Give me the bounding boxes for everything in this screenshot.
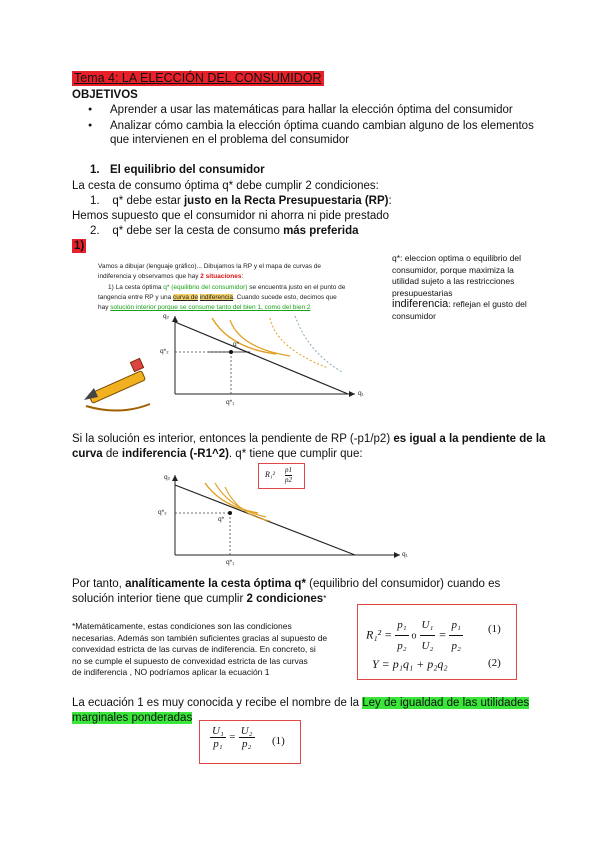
fig1-line1: Vamos a dibujar (lenguaje gráfico)... Dibujamos la RP y el mapa de curvas de [98, 263, 322, 270]
fig2-q2-star: q*₂ [158, 509, 167, 516]
interior-line-2 [72, 447, 363, 461]
fig1-arrow [172, 316, 178, 322]
analytic-asterisk: * [323, 594, 327, 603]
fig1-text: 1) La cesta óptima [108, 284, 164, 291]
fraction-num: U₂ [240, 725, 253, 737]
fig1-green: q* (equilibrio del consumidor) [163, 284, 248, 291]
fig2-x-label: q₁ [402, 551, 408, 558]
fig1-text: hay [98, 304, 111, 311]
fig1-text: indiferencia y observamos que hay [98, 273, 201, 280]
eq1-label: (1) [488, 623, 501, 635]
fig1-y-label: q₂ [163, 313, 170, 320]
final-fraction [210, 725, 226, 750]
eq1-fraction [395, 615, 408, 656]
fig1-text: tangencia entre RP y una [98, 294, 174, 301]
analytic-text: (equilibrio del consumidor) cuando es [305, 578, 501, 590]
analytic-bold: 2 condiciones [246, 593, 324, 605]
footnote [72, 621, 327, 679]
fig2-box-fraction [285, 466, 292, 485]
footnote-line: *Matemáticamente, estas condiciones son las condiciones [72, 621, 292, 631]
fig1-q2-star: q*₂ [160, 348, 169, 355]
fraction-den: p₁ [213, 738, 223, 750]
condition-1 [90, 194, 392, 208]
equation-1: R₁² = $\frac{\text{p₁}}{\text{p₂}}$ o $\frac{\text{U₁}}{\text{U₂}}$ = $\frac{\text{p₁}}{\text{p₂}}$ [366, 615, 463, 656]
fig2-q-star: q* [218, 516, 225, 523]
fig1-indiff-curve [270, 318, 328, 368]
fig1-q1-star: q*₁ [226, 399, 235, 406]
figure-1 [80, 256, 385, 418]
interior-bold: curva [72, 448, 103, 460]
law-highlight: Ley de igualdad de las utilidades [362, 697, 530, 709]
condition-2 [90, 224, 359, 238]
analytic-line-2 [72, 592, 326, 606]
law-line-2 [72, 711, 192, 725]
condition-bold: más preferida [283, 225, 359, 237]
interior-text: Si la solución es interior, entonces la pendiente de RP (-p1/p2) [72, 433, 394, 445]
law-text: La ecuación 1 es muy conocida y recibe el nombre de la [72, 697, 363, 709]
analytic-text: Por tanto, [72, 578, 126, 590]
eq1-or: o [411, 630, 417, 642]
interior-bold: indiferencia (-R1^2) [121, 448, 229, 460]
fig1-text: . Cuando sucede esto, decimos que [233, 294, 337, 301]
section-number: 1. [90, 164, 100, 176]
fig1-green: solución interior porque se consume tanto del bien 1, como del bien 2 [110, 304, 311, 311]
final-eq-label: (1) [272, 735, 285, 747]
analytic-text: solución interior tiene que cumplir [72, 593, 247, 605]
eq2-label: (2) [488, 657, 501, 669]
pencil-icon [84, 358, 150, 410]
final-equation-box [199, 720, 301, 764]
eq1-fraction [449, 615, 462, 656]
footnote-line: de indiferencia , NO podríamos aplicar la ecuación 1 [72, 667, 270, 677]
final-equation: $\frac{\text{U₁}}{\text{p₁}}$ = $\frac{\text{U₂}}{\text{p₂}}$ [212, 725, 253, 750]
section-heading: El equilibrio del consumidor [110, 164, 265, 176]
fraction-den: p₂ [451, 640, 461, 652]
page-title: Tema 4: LA ELECCIÓN DEL CONSUMIDOR [74, 71, 322, 85]
objetivo-item-continued: que intervienen en el problema del consumidor [110, 134, 350, 146]
fig2-arrow [394, 552, 400, 558]
fig1-q-star: q* [233, 341, 240, 348]
fraction-num: p₁ [449, 615, 462, 636]
fig1-x-label: q₁ [358, 390, 364, 397]
interior-text: de [102, 448, 122, 460]
fig2-box-den: p2 [285, 476, 292, 484]
side-note-term: indiferencia [392, 298, 449, 310]
equation-2: Y = p₁q₁ + p₂q₂ [372, 657, 448, 671]
fig1-arrow [349, 391, 355, 397]
fig1-highlight: indiferencia [199, 294, 234, 301]
footnote-line: necesarias. Además son también suficientes gracias al supuesto de [72, 632, 328, 643]
fig1-graph [80, 256, 385, 418]
fig2-optimum-point [228, 511, 232, 515]
eq1-fraction [420, 615, 436, 656]
fig1-highlight: curva de [173, 294, 198, 301]
fig1-text: : [241, 273, 244, 280]
interior-line-1 [72, 432, 545, 446]
footnote-line: convexidad estricta de las curvas de indiferencia. En concreto, si [72, 644, 316, 654]
case-label: 1) [74, 240, 85, 252]
fraction-den: p₂ [397, 640, 407, 652]
note-ahorro: Hemos supuesto que el consumidor ni ahorra ni pide prestado [72, 210, 390, 222]
objetivo-item: ● Analizar cómo cambia la elección óptima cuando cambian alguno de los elementos [110, 119, 534, 133]
objetivo-item: ● Aprender a usar las matemáticas para hallar la elección óptima del consumidor [110, 103, 513, 117]
fig2-y-label: q₂ [164, 474, 171, 481]
objetivos-heading: OBJETIVOS [72, 89, 138, 101]
fig2-condition-box [258, 463, 305, 489]
condition-number: 2. [90, 225, 100, 237]
fig2-box-num: p1 [285, 466, 292, 474]
analytic-line-1 [72, 577, 500, 591]
analytic-bold: analíticamente la cesta óptima q* [125, 578, 306, 590]
interior-bold: es igual a la pendiente de la [393, 433, 546, 445]
fraction-den: p₂ [241, 738, 252, 750]
side-note [392, 253, 530, 322]
fig1-budget-line [175, 322, 348, 394]
fig1-optimum-point [229, 350, 233, 354]
fraction-num: U₁ [420, 615, 436, 636]
fig1-red: 2 situaciones [200, 273, 242, 280]
fraction-num: p₁ [395, 615, 408, 636]
equations-box [357, 604, 517, 680]
fig2-box-lhs: R₁² [265, 470, 276, 479]
condition-text: q* debe estar [112, 195, 184, 207]
fig2-q1-star: q*₁ [226, 559, 235, 566]
condition-punct: : [388, 195, 392, 207]
fraction-den: U₂ [421, 640, 434, 652]
side-note-definition: q*: eleccion optima o equilibrio del consumidor, porque maximiza la utilidad sujeto a las restricciones presupuestarias [392, 253, 521, 298]
fig2-arrow [172, 475, 178, 481]
fraction-num: U₁ [212, 725, 224, 737]
interior-text: . q* tiene que cumplir que: [228, 448, 363, 460]
fig1-indiff-curve [212, 318, 276, 354]
law-highlight: marginales ponderadas [72, 712, 193, 724]
side-note-text: : reflejan el gusto del consumidor [392, 299, 527, 321]
condition-bold: justo en la Recta Presupuestaria (RP) [183, 195, 389, 207]
law-line-1 [72, 696, 529, 710]
condition-number: 1. [90, 195, 100, 207]
final-fraction [239, 725, 255, 750]
fig1-text: se encuentra justo en el punto de [247, 284, 346, 291]
condition-text: q* debe ser la cesta de consumo [112, 225, 284, 237]
footnote-line: no se cumple el supuesto de convexidad estricta de las curvas [72, 655, 308, 666]
eq1-lhs: R₁² [366, 627, 382, 642]
section-intro: La cesta de consumo óptima q* debe cumplir 2 condiciones: [72, 180, 379, 192]
